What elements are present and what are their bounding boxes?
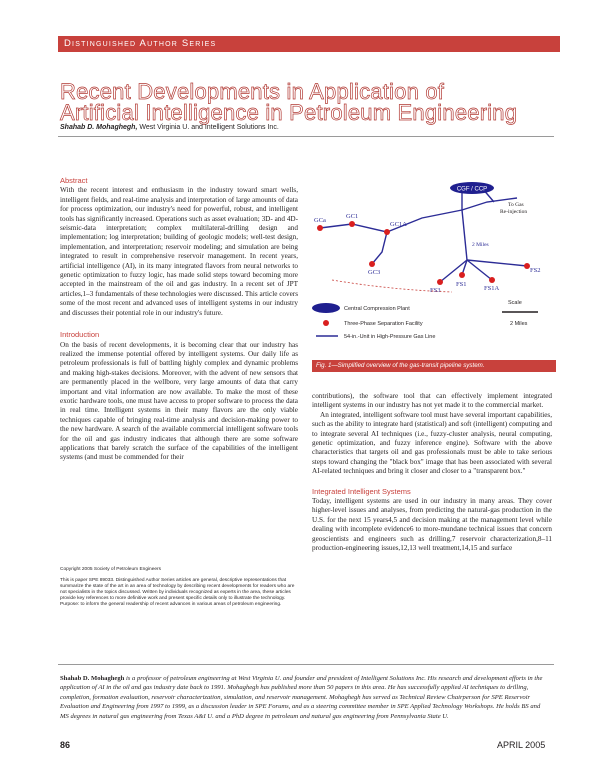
pipeline-figure xyxy=(312,180,552,360)
scale-label: Scale xyxy=(508,300,522,306)
title-line-2: Artificial Intelligence in Petroleum Engineering xyxy=(60,100,518,125)
top-rule xyxy=(58,136,554,137)
legend-sep-swatch xyxy=(323,320,329,326)
introduction-heading: Introduction xyxy=(60,330,100,340)
node-fs3 xyxy=(437,279,443,285)
legend-line: 54-in.-Unit in High-Pressure Gas Line xyxy=(344,334,436,340)
issue-date: APRIL 2005 xyxy=(497,740,546,750)
scale-value: 2 Miles xyxy=(510,321,528,327)
label-gca: GCa xyxy=(314,217,326,224)
pipeline-gc3 xyxy=(372,232,387,264)
right-para-1: contributions), the software tool that can effectively implement integrated intelligent systems in our industry has not yet made it to the commercial market. xyxy=(312,392,552,410)
pipeline-lines xyxy=(320,188,527,282)
label-fs3: FS3 xyxy=(430,287,441,294)
node-gc1a xyxy=(384,229,390,235)
series-label: Distinguished Author Series xyxy=(64,38,217,49)
label-gc1a: GC1A xyxy=(390,221,407,228)
legend-sep: Three-Phase Separation Facility xyxy=(344,321,423,327)
figure-caption: Fig. 1—Simplified overview of the gas-transit pipeline system. xyxy=(312,360,556,372)
node-gc3 xyxy=(369,261,375,267)
series-banner xyxy=(58,36,560,52)
fine-print: This is paper SPE 89033. Distinguished Author Series articles are general, descriptive representations that summarize the state of the art in an area of technology by describing recent developments for readers who are not specialists in the topics discussed. Written by individuals recognized as experts in the area, these articles provide key references to more definitive work and present specific details only to illustrate the technology. Purpose: to inform the general readership of recent advances in various areas of petroleum engineering. xyxy=(60,578,295,607)
right-column xyxy=(312,392,552,554)
abstract-text: With the recent interest and enthusiasm in the industry toward smart wells, intelligent fields, and real-time analysis and interpretation of large amounts of data for process optimization, our industry's need for powerful, robust, and intelligent tools has significantly increased. Operations such as asset evaluation; 3D- and 4D-seismic-data interpretation; complex multilateral-drilling design and implementation; log interpretation; building of geologic models; well-test design, implementation, and interpretation; reservoir modeling; and simulation are being integrated to result in comprehensive reservoir management. In recent years, artificial intelligence (AI), in its many integrated flavors from neural networks to genetic optimization to fuzzy logic, has made solid steps toward becoming more accepted in the mainstream of the oil and gas industry. In a recent set of JPT articles,1–3 fundamentals of these technologies were discussed. This article covers some of the most recent and advanced uses of intelligent systems in our industry and discusses their potential role in our industry's future. xyxy=(60,186,298,317)
node-gca xyxy=(317,225,323,231)
abstract-heading: Abstract xyxy=(60,176,88,185)
label-fs1: FS1 xyxy=(456,281,467,288)
right-para-2: An integrated, intelligent software tool must have several important capabilities, such as the ability to integrate hard (statistical) and soft (intelligent) computing and to integrate several AI techniques (i.e., fuzzy-cluster analysis, neural computing, genetic optimization, and fuzzy inference engine). Software with the above characteristics that targets oil and gas professionals must be able to take serious steps toward changing the "black box" image that has been associated with several AI-related techniques and bring it closer and closer to a "transparent box." xyxy=(312,410,552,476)
bio-text: is a professor of petroleum engineering at West Virginia U. and founder and president of Intelligent Solutions Inc. His research and development efforts in the application of AI in the oil and gas industry date back to 1991. Mohaghegh has published more than 50 papers in this area. He has successfully applied AI techniques to drilling, completion, formation evaluation, reservoir characterization, simulation, and reservoir management. Mohaghegh has served as Technical Review Chairperson for SPE Reservoir Evaluation and Engineering from 1997 to 1999, as a discussion leader in SPE Forums, and as a steering committee member in SPE Applied Technology Workshops. He holds BS and MS degrees in natural gas engineering from Texas A&I U. and a PhD degree in petroleum and natural gas engineering from Pennsylvania State U. xyxy=(60,675,543,720)
node-fs1a xyxy=(489,277,495,283)
label-fs1a: FS1A xyxy=(484,285,500,292)
label-gc1: GC1 xyxy=(346,213,359,220)
node-fs1 xyxy=(459,272,465,278)
byline xyxy=(60,124,279,131)
author-name: Shahab D. Mohaghegh, xyxy=(60,124,138,131)
bio-rule xyxy=(58,664,554,665)
page-number: 86 xyxy=(60,740,71,750)
left-column xyxy=(60,176,298,463)
to-gas-text: To Gas xyxy=(508,202,524,208)
legend-ccp: Central Compression Plant xyxy=(344,306,410,312)
label-fs2: FS2 xyxy=(530,267,541,274)
author-affiliation: West Virginia U. and Intelligent Solutions Inc. xyxy=(137,124,279,131)
bio-name: Shahab D. Mohaghegh xyxy=(60,675,125,682)
title-line-1: Recent Developments in Application of xyxy=(60,79,445,104)
reinjection-label xyxy=(500,202,527,215)
separation-nodes xyxy=(317,221,530,285)
node-gc1 xyxy=(349,221,355,227)
right-para-3: Today, intelligent systems are used in our industry in many areas. They cover higher-level issues and analyses, from predicting the natural-gas production in the U.S. for the next 15 years4,5 and decision making at the management level while dealing with incomplete evidence6 to more-mundane technical issues that concern geoscientists and engineers such as drilling,7 reservoir characterization,8–11 production-engineering issues,12,13 well treatment,14,15 and surface xyxy=(312,497,552,553)
integrated-heading: Integrated Intelligent Systems xyxy=(312,486,411,496)
introduction-text: On the basis of recent developments, it is becoming clear that our industry has realized the immense potential offered by intelligent systems. Our daily life as petroleum professionals is full of battling highly complex and dynamic problems and making high-stakes decisions. Moreover, with the advent of new sensors that are permanently placed in the wellbore, very large amounts of data that carry important and vital information are now available. To make the most of these exotic hardware tools, one must have access to proper software to process the data in real time. Intelligent systems in their many flavors are the only viable techniques capable of bringing real-time analysis and decision-making power to the new hardware. A search of the available commercial intelligent software tools for the oil and gas industry indicates that although there are some software applications that barely scratch the surface of the capabilities of the intelligent systems (and must be commended for their xyxy=(60,340,298,462)
label-gc3: GC3 xyxy=(368,269,381,276)
author-bio xyxy=(60,674,550,721)
copyright: Copyright 2005 Society of Petroleum Engineers xyxy=(60,567,162,572)
pipeline-fs xyxy=(462,210,467,275)
pipeline-fs-branches xyxy=(440,260,527,282)
distance-text: 2 Miles xyxy=(472,242,489,248)
article-title xyxy=(60,81,560,123)
reinjection-text: Re-injection xyxy=(500,209,528,215)
legend-ccp-swatch xyxy=(312,303,340,313)
ccp-label: CGF / CCP xyxy=(456,186,488,193)
